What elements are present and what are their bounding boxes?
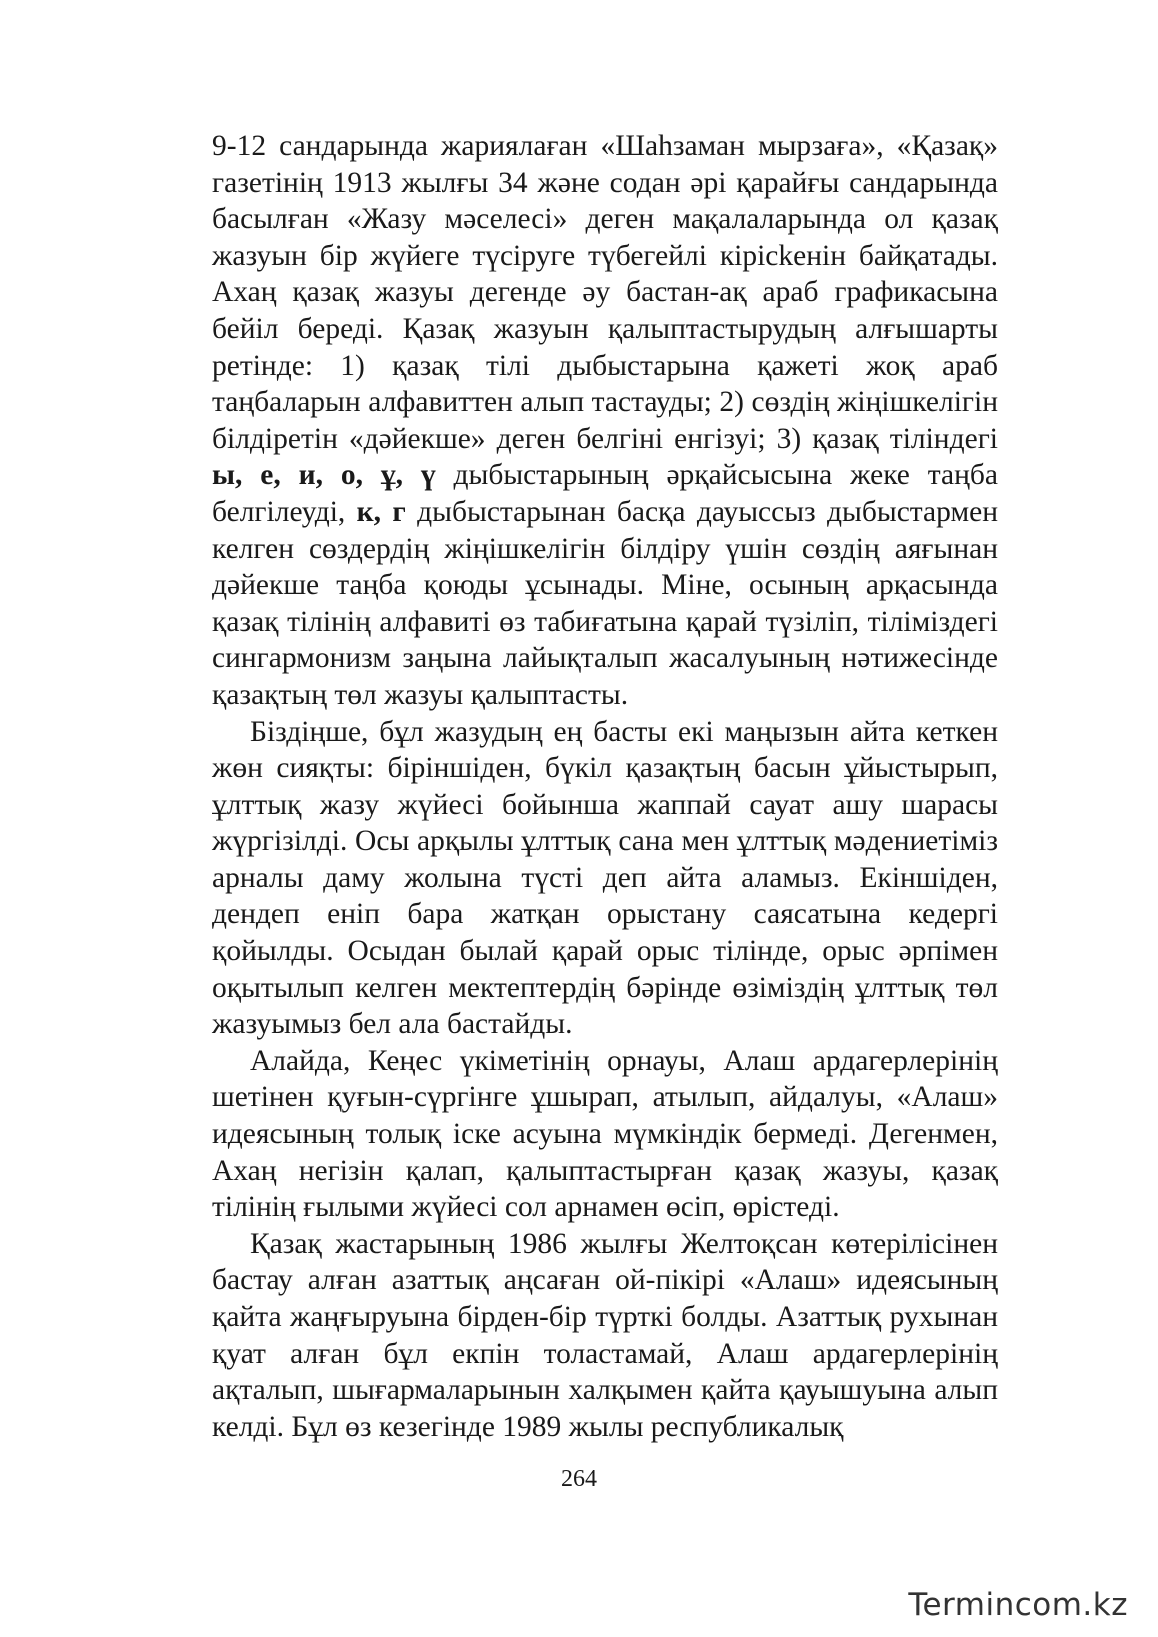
paragraph-1-text-c: дыбыстарынан басқа дауыссыз дыбыстармен келген сөздердің жіңішкелігін білдіру үшін сөздің аяғынан дәйекше таңба қоюды ұсынады. Міне, осының арқасында қазақ тілінің алфавиті өз табиғатына қарай түзіліп, тіліміздегі сингармонизм заңына лайықталып жасалуының нәтижесінде қазақтың төл жазуы қалыптасты. [212, 495, 998, 711]
page-body [212, 128, 998, 1445]
watermark-text: Termincom.kz [908, 1587, 1128, 1623]
paragraph-2: Біздіңше, бұл жазудың ең басты екі маңызын айта кеткен жөн сияқты: біріншіден, бүкіл қазақтың басын ұйыстырып, ұлттық жазу жүйесі бойынша жаппай сауат ашу шарасы жүргізілді. Осы арқылы ұлттық сана мен ұлттық мәдениетіміз арналы даму жолына түсті деп айта аламыз. Екіншіден, дендеп еніп бара жатқан орыстану саясатына кедергі қойылды. Осыдан былай қарай орыс тілінде, орыс әрпімен оқытылып келген мектептердің бәрінде өзіміздің ұлттық төл жазуымыз бел ала бастайды. [212, 715, 998, 1041]
bold-vowels: ы, е, и, о, ұ, ү [212, 459, 436, 492]
paragraph-1-text-a: 9-12 сандарында жариялаған «Шаһзаман мырзаға», «Қазақ» газетінің 1913 жылғы 34 және содан әрі қарайғы сандарында басылған «Жазу мәселесі» деген мақалаларында ол қазақ жазуын бір жүйеге түсіруге түбегейлі кірісkенін байқатады. Ахаң қазақ жазуы дегенде әу бастан-ақ араб графикасына бейіл береді. Қазақ жазуын қалыптастырудың алғышарты ретінде: 1) қазақ тілі дыбыстарына қажеті жоқ араб таңбаларын алфавиттен алып тастауды; 2) сөздің жіңішкелігін білдіретін «дәйекше» деген белгіні енгізуі; 3) қазақ тіліндегі [212, 130, 998, 455]
watermark-logo [908, 1573, 1128, 1623]
page-number: 264 [561, 1466, 597, 1492]
bold-consonants: к, г [356, 495, 406, 528]
paragraph-1 [212, 128, 998, 714]
paragraph-1-text-b: дыбыстарының әрқайсысына жеке таңба белгілеуді, [212, 459, 998, 528]
paragraph-4: Қазақ жастарының 1986 жылғы Желтоқсан көтерілісінен бастау алған азаттық аңсаған ой-пікірі «Алаш» идеясының қайта жаңғыруына бірден-бір түрткі болды. Азаттық рухынан қуат алған бұл екпін толастамай, Алаш ардагерлерінің ақталып, шығармаларынын халқымен қайта қауышуына алып келді. Бұл өз кезегінде 1989 жылы республикалық [212, 1227, 998, 1443]
paragraph-3: Алайда, Кеңес үкіметінің орнауы, Алаш ардагерлерінің шетінен қуғын-сүргінге ұшырап, атылып, айдалуы, «Алаш» идеясының толық іске асуына мүмкіндік бермеді. Дегенмен, Ахаң негізін қалап, қалыптастырған қазақ жазуы, қазақ тілінің ғылыми жүйесі сол арнамен өсіп, өрістеді. [212, 1044, 998, 1224]
